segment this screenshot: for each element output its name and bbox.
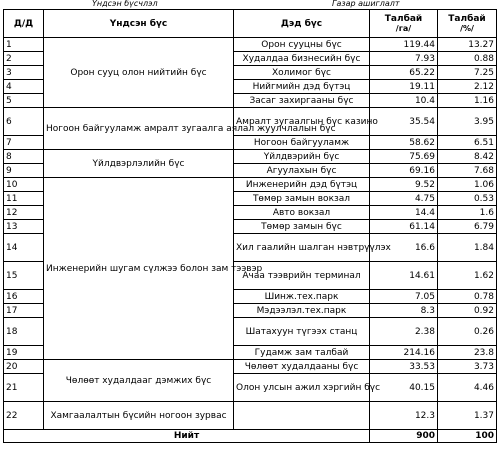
main-zone-cell: Инженерийн шугам сүлжээ болон зам тээвэр	[44, 178, 234, 360]
row-num: 1	[4, 38, 44, 52]
sub-zone-cell: Холимог бүс	[234, 66, 370, 80]
percent-cell: 1.37	[438, 402, 497, 430]
land-use-table	[3, 9, 497, 443]
table-row	[4, 360, 497, 374]
row-num: 13	[4, 220, 44, 234]
sub-zone-cell: Олон улсын ажил хэргийн бүс	[234, 374, 370, 402]
sub-zone-cell: Инженерийн дэд бүтэц	[234, 178, 370, 192]
row-num: 20	[4, 360, 44, 374]
percent-cell: 3.73	[438, 360, 497, 374]
area-cell: 14.4	[370, 206, 438, 220]
area-cell: 214.16	[370, 346, 438, 360]
row-num: 16	[4, 290, 44, 304]
main-zone-cell: Хамгаалалтын бүсийн ногоон зурвас	[44, 402, 234, 430]
row-num: 5	[4, 94, 44, 108]
percent-cell: 0.26	[438, 318, 497, 346]
header-area	[370, 10, 438, 38]
header-num: Д/Д	[4, 10, 44, 38]
percent-cell: 7.68	[438, 164, 497, 178]
row-num: 14	[4, 234, 44, 262]
main-zone-cell: Орон сууц олон нийтийн бүс	[44, 38, 234, 108]
header-area-line2: /га/	[395, 23, 412, 33]
row-num: 15	[4, 262, 44, 290]
percent-cell: 4.46	[438, 374, 497, 402]
area-cell: 75.69	[370, 150, 438, 164]
row-num: 12	[4, 206, 44, 220]
sub-zone-cell: Ачаа тээврийн терминал	[234, 262, 370, 290]
header-percent-line1: Талбай	[448, 13, 486, 24]
percent-cell: 13.27	[438, 38, 497, 52]
header-main-zone: Үндсэн бүс	[44, 10, 234, 38]
row-num: 8	[4, 150, 44, 164]
caption-land-use: Газар ашиглалт	[332, 0, 400, 8]
total-label: Нийт	[4, 430, 370, 443]
header-percent-line2: /%/	[460, 23, 474, 33]
row-num: 9	[4, 164, 44, 178]
table-row	[4, 108, 497, 136]
sub-zone-cell: Агуулахын бүс	[234, 164, 370, 178]
total-percent: 100	[438, 430, 497, 443]
area-cell: 65.22	[370, 66, 438, 80]
main-zone-cell: Үйлдвэрлэлийн бүс	[44, 150, 234, 178]
percent-cell: 1.06	[438, 178, 497, 192]
total-area: 900	[370, 430, 438, 443]
sub-zone-cell: Чөлөөт худалдааны бүс	[234, 360, 370, 374]
percent-cell: 7.25	[438, 66, 497, 80]
area-cell: 7.05	[370, 290, 438, 304]
percent-cell: 0.53	[438, 192, 497, 206]
row-num: 4	[4, 80, 44, 94]
percent-cell: 23.8	[438, 346, 497, 360]
area-cell: 10.4	[370, 94, 438, 108]
area-cell: 58.62	[370, 136, 438, 150]
row-num: 10	[4, 178, 44, 192]
sub-zone-cell: Гудамж зам талбай	[234, 346, 370, 360]
area-cell: 4.75	[370, 192, 438, 206]
sub-zone-cell: Үйлдвэрийн бүс	[234, 150, 370, 164]
area-cell: 2.38	[370, 318, 438, 346]
area-cell: 119.44	[370, 38, 438, 52]
area-cell: 33.53	[370, 360, 438, 374]
main-zone-cell: Ногоон байгууламж амралт зугаалга аялал жуулчлалын бүс	[44, 108, 234, 150]
row-num: 11	[4, 192, 44, 206]
table-row	[4, 38, 497, 52]
sub-zone-cell: Авто вокзал	[234, 206, 370, 220]
sub-zone-cell: Шатахуун түгээх станц	[234, 318, 370, 346]
percent-cell: 1.16	[438, 94, 497, 108]
area-cell: 16.6	[370, 234, 438, 262]
caption-basic-zoning: Үндсэн бүсчлэл	[92, 0, 158, 8]
percent-cell: 6.51	[438, 136, 497, 150]
sub-zone-cell: Төмөр замын вокзал	[234, 192, 370, 206]
percent-cell: 0.92	[438, 304, 497, 318]
sub-zone-cell: Нийгмийн дэд бүтэц	[234, 80, 370, 94]
sub-zone-cell: Амралт зугаалгын бүс казино	[234, 108, 370, 136]
row-num: 19	[4, 346, 44, 360]
area-cell: 61.14	[370, 220, 438, 234]
percent-cell: 3.95	[438, 108, 497, 136]
total-row	[4, 430, 497, 443]
percent-cell: 1.84	[438, 234, 497, 262]
area-cell: 35.54	[370, 108, 438, 136]
area-cell: 40.15	[370, 374, 438, 402]
sub-zone-cell: Орон сууцны бүс	[234, 38, 370, 52]
sub-zone-cell: Шинж.тех.парк	[234, 290, 370, 304]
area-cell: 14.61	[370, 262, 438, 290]
row-num: 6	[4, 108, 44, 136]
percent-cell: 1.6	[438, 206, 497, 220]
table-row	[4, 402, 497, 430]
sub-zone-cell: Худалдаа бизнесийн бүс	[234, 52, 370, 66]
percent-cell: 0.88	[438, 52, 497, 66]
row-num: 3	[4, 66, 44, 80]
sub-zone-cell: Ногоон байгууламж	[234, 136, 370, 150]
table-header-row	[4, 10, 497, 38]
row-num: 17	[4, 304, 44, 318]
row-num: 18	[4, 318, 44, 346]
area-cell: 19.11	[370, 80, 438, 94]
row-num: 7	[4, 136, 44, 150]
percent-cell: 1.62	[438, 262, 497, 290]
table-row	[4, 150, 497, 164]
area-cell: 7.93	[370, 52, 438, 66]
sub-zone-cell	[234, 402, 370, 430]
sub-zone-cell: Мэдээлэл.тех.парк	[234, 304, 370, 318]
table-row	[4, 178, 497, 192]
row-num: 2	[4, 52, 44, 66]
header-area-line1: Талбай	[384, 13, 423, 24]
header-sub-zone: Дэд бүс	[234, 10, 370, 38]
main-zone-cell: Чөлөөт худалдааг дэмжих бүс	[44, 360, 234, 402]
percent-cell: 2.12	[438, 80, 497, 94]
area-cell: 8.3	[370, 304, 438, 318]
header-percent	[438, 10, 497, 38]
area-cell: 12.3	[370, 402, 438, 430]
sub-zone-cell: Төмөр замын бүс	[234, 220, 370, 234]
row-num: 21	[4, 374, 44, 402]
percent-cell: 0.78	[438, 290, 497, 304]
area-cell: 9.52	[370, 178, 438, 192]
percent-cell: 8.42	[438, 150, 497, 164]
area-cell: 69.16	[370, 164, 438, 178]
sub-zone-cell: Хил гаалийн шалган нэвтрүүлэх	[234, 234, 370, 262]
percent-cell: 6.79	[438, 220, 497, 234]
sub-zone-cell: Засаг захиргааны бүс	[234, 94, 370, 108]
row-num: 22	[4, 402, 44, 430]
